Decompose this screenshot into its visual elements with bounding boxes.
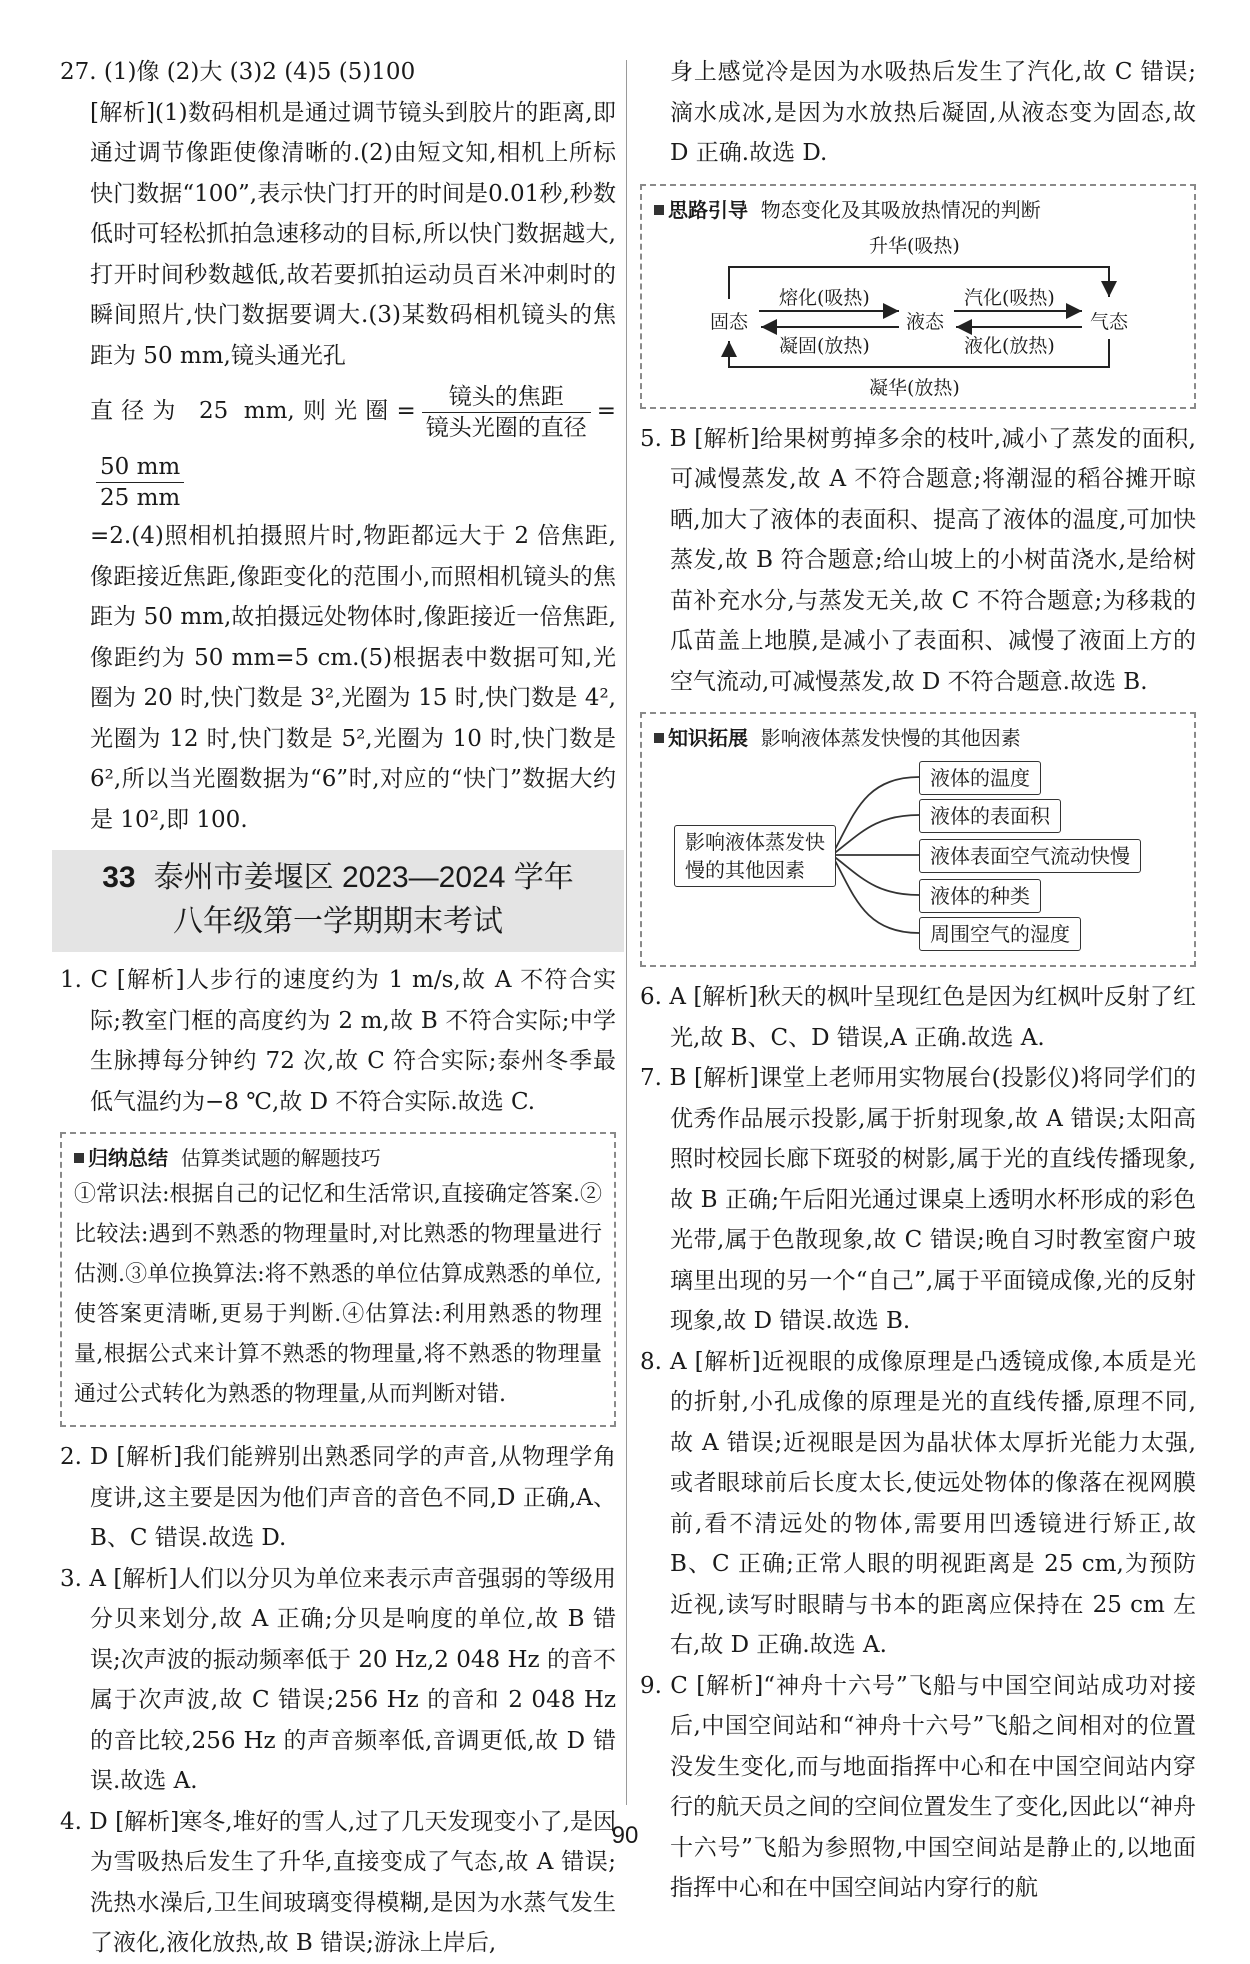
fraction-values	[96, 452, 184, 513]
factor-temperature: 液体的温度	[919, 761, 1041, 795]
page-number: 90	[611, 1822, 639, 1849]
fraction-bottom: 25 mm	[100, 484, 181, 511]
question-2: 2. D [解析]我们能辨别出熟悉同学的声音,从物理学角度讲,这主要是因为他们声音的音色不同,D 正确,A、B、C 错误.故选 D.	[60, 1444, 616, 1551]
section-number: 33	[102, 861, 136, 894]
solid-label: 固态	[710, 310, 749, 333]
question-5: 5. B [解析]给果树剪掉多余的枝叶,减小了蒸发的面积,可减慢蒸发,故 A 不符合题意;将潮湿的稻谷摊开晾晒,加大了液体的表面积、提高了液体的温度,可加快蒸发,故 B 符合题意;给山坡上的小树苗浇水,是给树苗补充水分,与蒸发无关,故 C 不符合题意;为移栽的瓜苗盖上地膜,是减小了表面积、减慢了液面上方的空气流动,可减慢蒸发,故 D 不符合题意.故选 B.	[640, 425, 1196, 695]
question-3: 3. A [解析]人们以分贝为单位来表示声音强弱的等级用分贝来划分,故 A 正确;分贝是响度的单位,故 B 错误;次声波的振动频率低于 20 Hz,2 048 Hz 的音不属于次声波,故 C 错误;256 Hz 的音和 2 048 Hz 的音比较,256 Hz 的声音频率低,音调更低,故 D 错误.故选 A.	[60, 1565, 616, 1794]
square-bullet-icon	[654, 733, 664, 743]
question-4-cont: 身上感觉冷是因为水吸热后发生了汽化,故 C 错误;滴水成冰,是因为水放热后凝固,从液态变为固态,故 D 正确.故选 D.	[670, 59, 1196, 166]
box-badge: 知识拓展	[668, 728, 748, 750]
deposition-label: 凝华(放热)	[869, 376, 960, 399]
q27-formula	[60, 376, 616, 516]
evaporation-mind-map	[654, 755, 1182, 955]
summary-box	[60, 1132, 616, 1427]
factor-airflow: 液体表面空气流动快慢	[919, 839, 1141, 873]
box-text: ①常识法:根据自己的记忆和生活常识,直接确定答案.②比较法:遇到不熟悉的物理量时,对比熟悉的物理量进行估测.③单位换算法:将不熟悉的单位估算成熟悉的单位,使答案更清晰,更易于判断.④估算法:利用熟悉的物理量,根据公式来计算不熟悉的物理量,将不熟悉的物理量通过公式转化为熟悉的物理量,从而判断对错.	[74, 1182, 602, 1407]
q27-analysis-cont: =2.(4)照相机拍摄照片时,物距都远大于 2 倍焦距,像距接近焦距,像距变化的范围小,而照相机镜头的焦距为 50 mm,故拍摄远处物体时,像距接近一倍焦距,像距约为 50 mm=5 cm.(5)根据表中数据可知,光圈为 20 时,快门数是 3²,光圈为 15 时,快门数是 4²,光圈为 12 时,快门数是 5²,光圈为 10 时,快门数是 6²,所以当光圈数据为“6”时,对应的“快门”数据大约是 10²,即 100.	[90, 523, 616, 833]
sublimation-label: 升华(吸热)	[869, 234, 960, 257]
question-4: 4. D [解析]寒冬,堆好的雪人,过了几天发现变小了,是因为雪吸热后发生了升华,直接变成了气态,故 A 错误;洗热水澡后,卫生间玻璃变得模糊,是因为水蒸气发生了液化,液化放热,故 B 错误;游泳上岸后,	[60, 1808, 616, 1956]
factor-surface-area: 液体的表面积	[919, 799, 1061, 833]
box-title: 估算类试题的解题技巧	[180, 1146, 381, 1170]
center-line-1: 影响液体蒸发快	[685, 830, 825, 854]
fraction-top: 镜头的焦距	[422, 382, 591, 413]
q27-answer: 27. (1)像 (2)大 (3)2 (4)5 (5)100	[60, 59, 416, 85]
mind-map-center	[674, 825, 836, 887]
liquefaction-label: 液化(放热)	[964, 334, 1055, 357]
square-bullet-icon	[654, 205, 664, 215]
right-column	[640, 52, 1196, 1909]
melting-label: 熔化(吸热)	[779, 286, 870, 309]
liquid-label: 液态	[906, 310, 945, 333]
gas-label: 气态	[1090, 310, 1129, 333]
factor-humidity: 周围空气的湿度	[919, 917, 1081, 951]
equals-sign: =	[596, 398, 616, 424]
section-title-line2: 八年级第一学期期末考试	[173, 905, 503, 938]
box-title: 影响液体蒸发快慢的其他因素	[760, 726, 1021, 750]
vaporization-label: 汽化(吸热)	[964, 286, 1055, 309]
phase-change-diagram	[654, 227, 1182, 397]
left-column	[60, 52, 616, 1964]
section-title-line1: 泰州市姜堰区 2023—2024 学年	[153, 861, 574, 894]
question-1: 1. C [解析]人步行的速度约为 1 m/s,故 A 不符合实际;教室门框的高度约为 2 m,故 B 不符合实际;中学生脉搏每分钟约 72 次,故 C 符合实际;泰州冬季最低气温约为−8 ℃,故 D 不符合实际.故选 C.	[60, 967, 616, 1115]
box-badge: 归纳总结	[88, 1148, 168, 1170]
question-8: 8. A [解析]近视眼的成像原理是凸透镜成像,本质是光的折射,小孔成像的原理是光的直线传播,原理不同,故 A 错误;近视眼是因为晶状体太厚折光能力太强,或者眼球前后长度太长,使远处物体的像落在视网膜前,看不清远处的物体,需要用凹透镜进行矫正,故 B、C 正确;正常人眼的明视距离是 25 cm,为预防近视,读写时眼睛与书本的距离应保持在 25 cm 左右,故 D 正确.故选 A.	[640, 1348, 1196, 1658]
question-9: 9. C [解析]“神舟十六号”飞船与中国空间站成功对接后,中国空间站和“神舟十六号”飞船之间相对的位置没发生变化,而与地面指挥中心和在中国空间站内穿行的航天员之间的空间位置发生了变化,因此以“神舟十六号”飞船为参照物,中国空间站是静止的,以地面指挥中心和在中国空间站内穿行的航	[640, 1672, 1196, 1901]
freezing-label: 凝固(放热)	[779, 334, 870, 357]
box-title: 物态变化及其吸放热情况的判断	[760, 197, 1041, 222]
question-6: 6. A [解析]秋天的枫叶呈现红色是因为红枫叶反射了红光,故 B、C、D 错误,A 正确.故选 A.	[640, 984, 1196, 1051]
fraction-aperture	[422, 382, 591, 443]
knowledge-extension-box	[640, 712, 1196, 967]
q27-analysis: [解析](1)数码相机是通过调节镜头到胶片的距离,即通过调节像距使像清晰的.(2)由短文知,相机上所标快门数据“100”,表示快门打开的时间是0.01秒,秒数低时可轻松抓拍急速移动的目标,所以快门数据越大,打开时间秒数越低,故若要抓拍运动员百米冲刺时的瞬间照片,快门数据要调大.(3)某数码相机镜头的焦距为 50 mm,镜头通光孔	[90, 99, 616, 369]
fraction-bottom: 镜头光圈的直径	[425, 414, 587, 441]
section-heading	[52, 850, 624, 952]
thinking-guide-box	[640, 184, 1196, 409]
factor-liquid-type: 液体的种类	[919, 879, 1041, 913]
column-divider	[626, 60, 627, 1805]
q27-formula-prefix: 直径为 25 mm,则光圈=	[90, 398, 416, 424]
square-bullet-icon	[74, 1153, 84, 1163]
question-7: 7. B [解析]课堂上老师用实物展台(投影仪)将同学们的优秀作品展示投影,属于折射现象,故 A 错误;太阳高照时校园长廊下斑驳的树影,属于光的直线传播现象,故 B 正确;午后阳光通过课桌上透明水杯形成的彩色光带,属于色散现象,故 C 错误;晚自习时教室窗户玻璃里出现的另一个“自己”,属于平面镜成像,光的反射现象,故 D 错误.故选 B.	[640, 1065, 1196, 1334]
box-badge: 思路引导	[668, 199, 748, 222]
center-line-2: 慢的其他因素	[685, 858, 805, 882]
fraction-top: 50 mm	[96, 452, 184, 483]
